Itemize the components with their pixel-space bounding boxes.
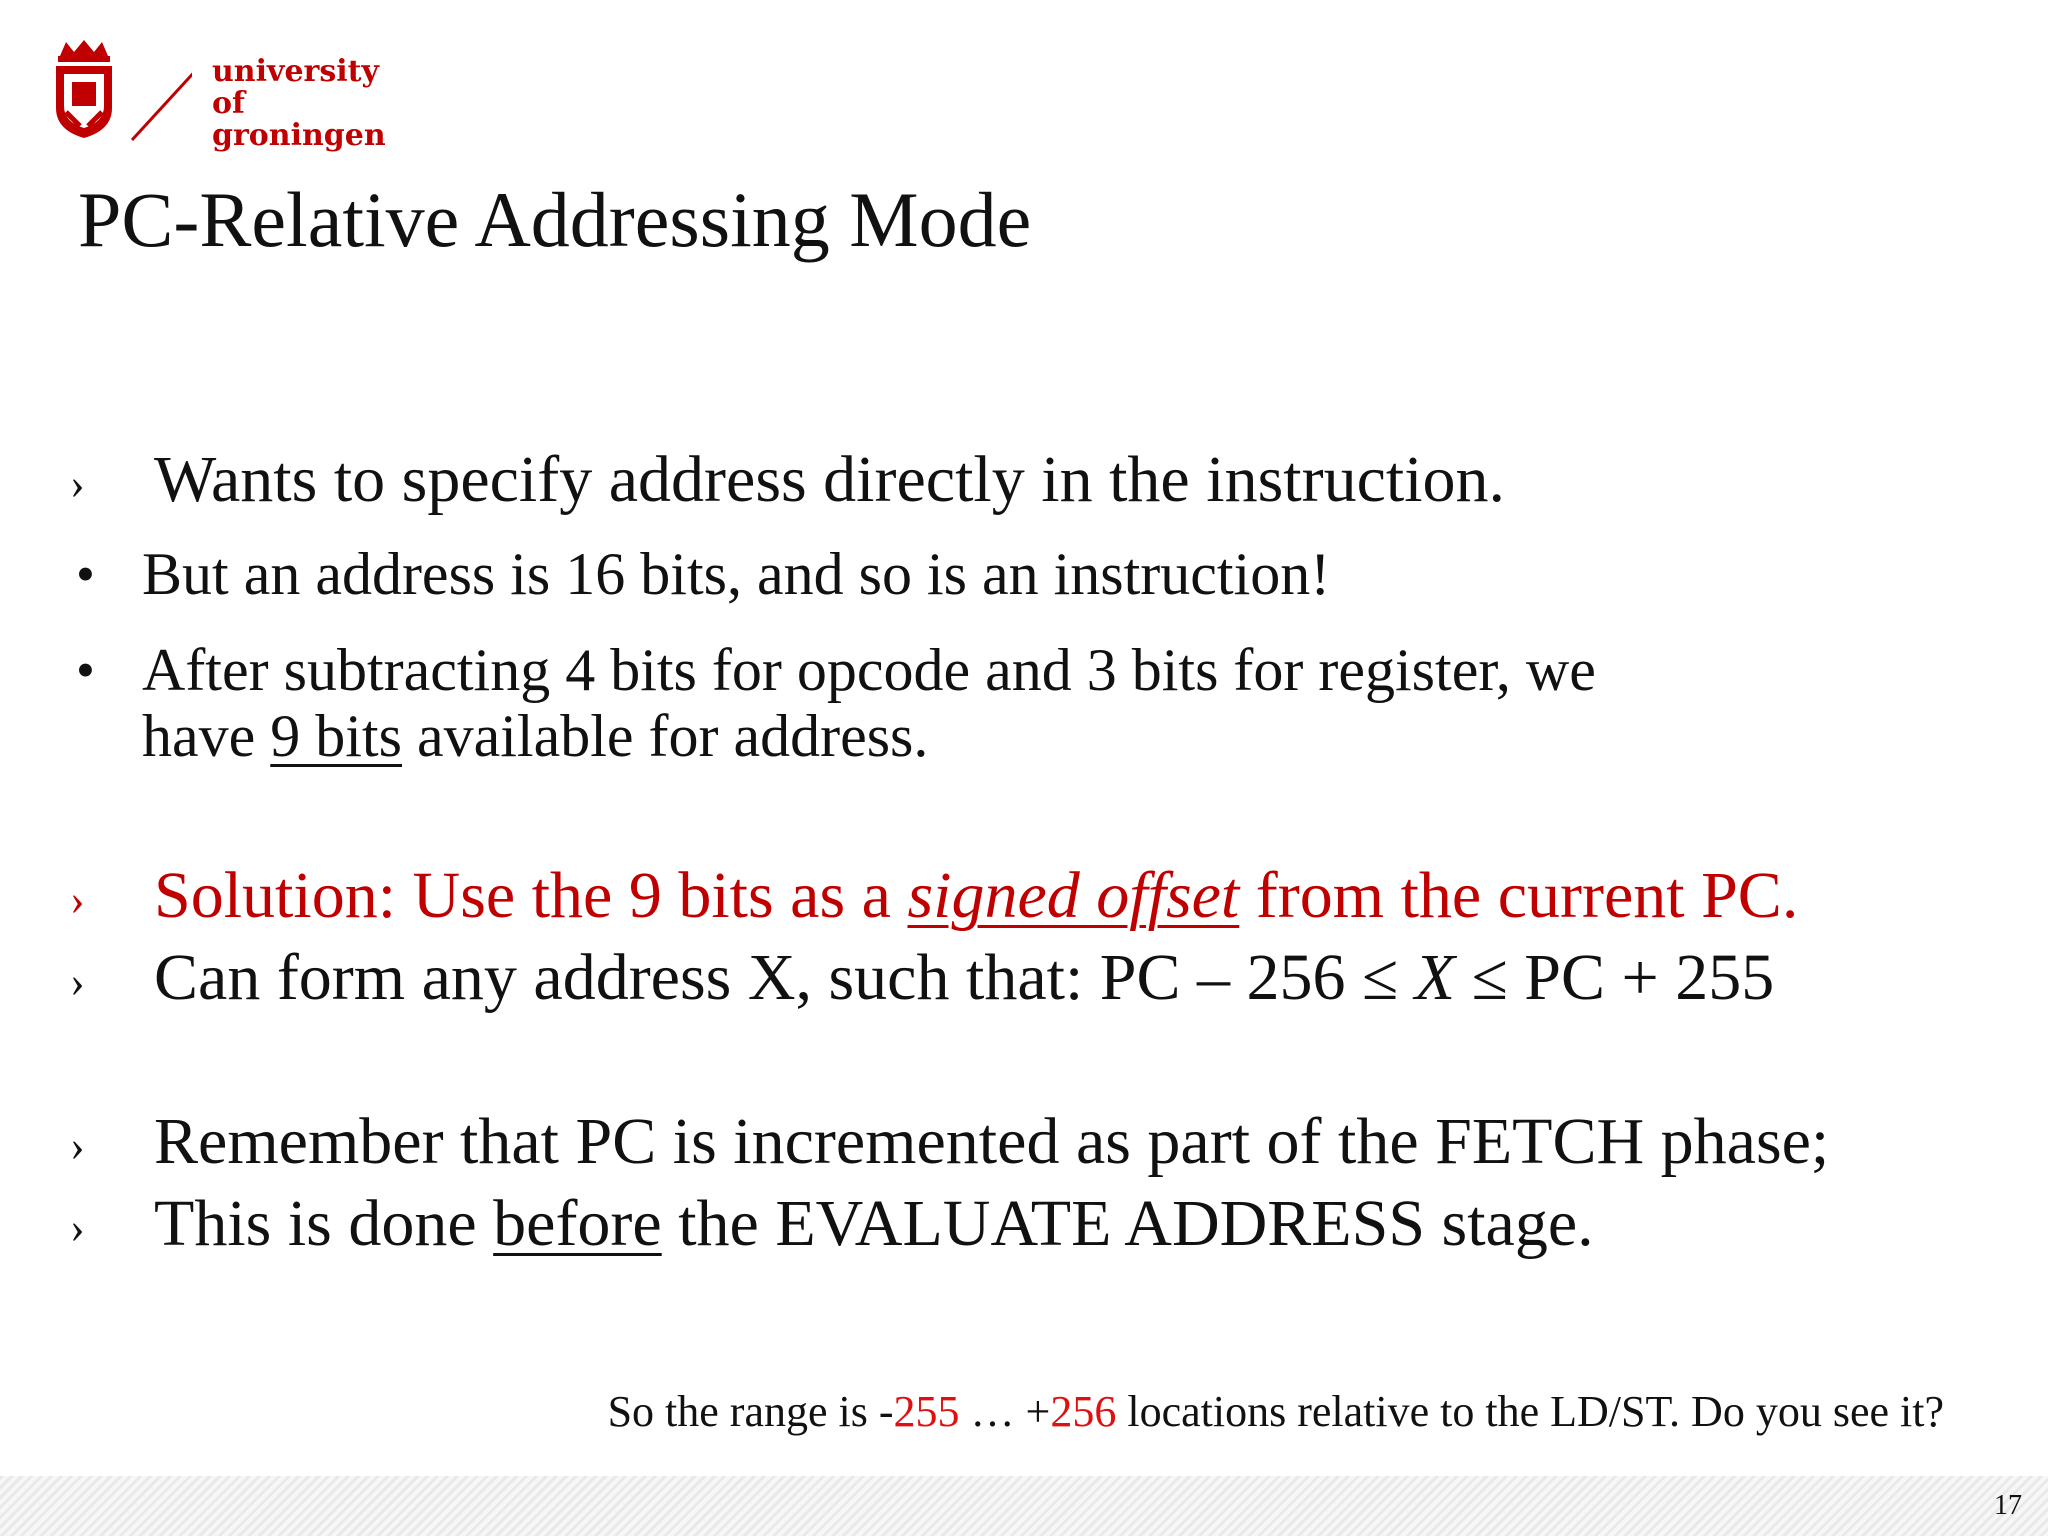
emphasized-text: signed offset [907, 859, 1240, 932]
bullet-dot-icon: • [76, 544, 95, 604]
text-segment: locations relative to the LD/ST. Do you see it? [1116, 1387, 1944, 1436]
bullet-chevron-icon: › [70, 1203, 85, 1252]
underlined-text: before [493, 1187, 662, 1260]
footer-stripe [0, 1476, 2048, 1536]
bullet-text [154, 1184, 1594, 1264]
text-segment: ≤ PC + 255 [1455, 941, 1775, 1014]
bullet-chevron-icon: › [70, 459, 85, 508]
highlight-number: 256 [1050, 1387, 1117, 1436]
footer-note [608, 1384, 1944, 1440]
underlined-text: 9 bits [270, 703, 402, 769]
variable-x: X [1414, 941, 1456, 1014]
bullet-line-1: After subtracting 4 bits for opcode and 3 bits for register, we [142, 637, 1596, 703]
logo-line-2: groningen [212, 118, 386, 153]
bullet-text [154, 856, 1798, 936]
text-segment: from the current PC. [1239, 859, 1799, 932]
text-segment: the EVALUATE ADDRESS stage. [661, 1187, 1594, 1260]
bullet-chevron-icon: › [70, 875, 85, 924]
bullet-line-2 [142, 702, 928, 770]
bullet-chevron-icon: › [70, 1121, 85, 1170]
text-segment: So the range is - [607, 1387, 894, 1436]
crest-icon [52, 38, 192, 148]
page-number: 17 [1994, 1490, 2022, 1521]
text-segment: Solution: Use the 9 bits as a [154, 859, 908, 932]
bullet-text: Wants to specify address directly in the instruction. [154, 443, 1506, 516]
text-segment: available for address. [401, 703, 929, 769]
bullet-text: But an address is 16 bits, and so is an instruction! [142, 541, 1331, 607]
logo-line-1: university of [212, 54, 379, 121]
text-segment: This is done [154, 1187, 494, 1260]
bullet-text [154, 938, 1774, 1018]
university-name [212, 56, 422, 152]
bullet-dot-icon: • [76, 640, 95, 700]
text-segment: Can form any address X, such that: PC – 256 ≤ [154, 941, 1415, 1014]
text-segment: have [142, 703, 271, 769]
text-segment: … + [959, 1387, 1051, 1436]
bullet-text: Remember that PC is incremented as part of the FETCH phase; [154, 1105, 1830, 1178]
highlight-number: 255 [893, 1387, 960, 1436]
university-logo [52, 38, 422, 153]
bullet-text [142, 636, 1596, 704]
bullet-chevron-icon: › [70, 957, 85, 1006]
slide-title: PC-Relative Addressing Mode [78, 176, 1032, 263]
